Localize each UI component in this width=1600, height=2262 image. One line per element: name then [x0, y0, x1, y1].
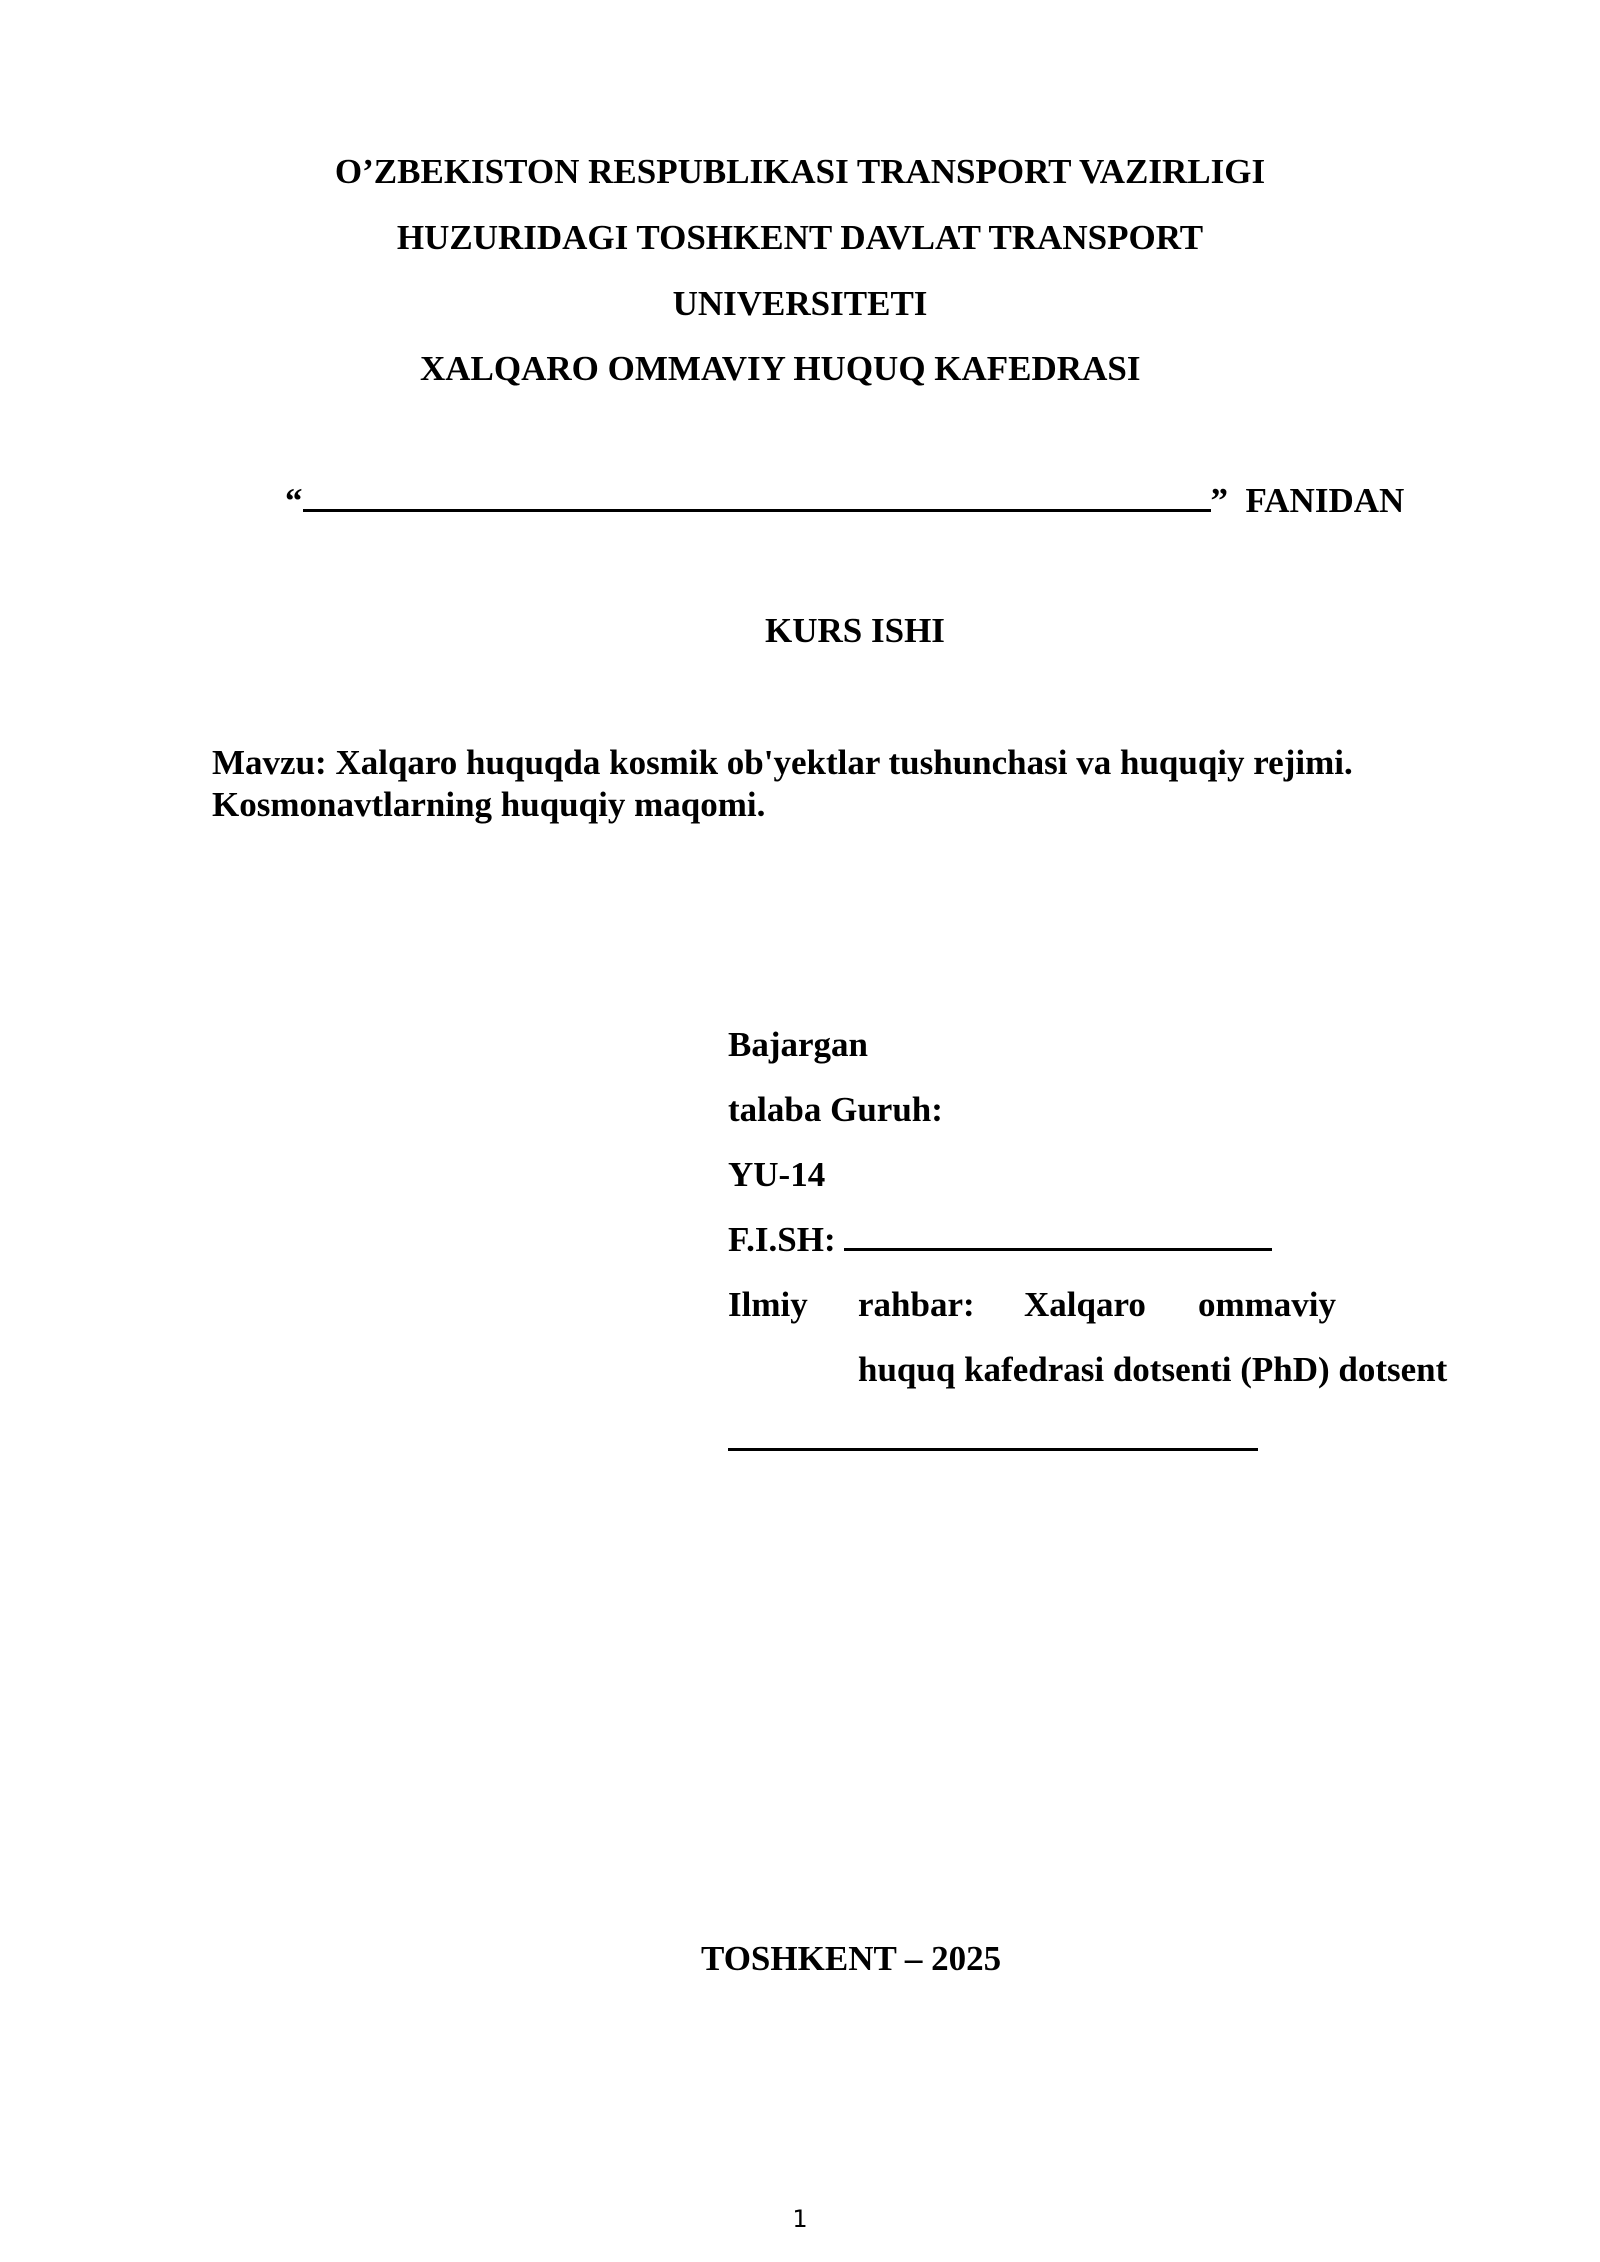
ministry-title: O’ZBEKISTON RESPUBLIKASI TRANSPORT VAZIRLIGI: [334, 152, 1266, 191]
supervisor-word-ommaviy: ommaviy: [1198, 1285, 1337, 1324]
completed-label: Bajargan: [728, 1025, 868, 1064]
subject-line: [285, 481, 1404, 521]
page-number: 1: [792, 2205, 808, 2233]
subject-open-quote: “: [285, 481, 303, 520]
supervisor-word-xalqaro: Xalqaro: [1024, 1285, 1146, 1324]
supervisor-line2: huquq kafedrasi dotsenti (PhD) dotsent: [858, 1350, 1448, 1389]
university-title-line2: UNIVERSITETI: [672, 284, 928, 323]
student-group-label: talaba Guruh:: [728, 1090, 943, 1129]
subject-blank-line: [303, 485, 1211, 512]
subject-suffix: FANIDAN: [1245, 481, 1405, 520]
supervisor-word-rahbar: rahbar:: [858, 1285, 975, 1324]
topic-line2: Kosmonavtlarning huquqiy maqomi.: [212, 785, 766, 824]
supervisor-blank-line: [728, 1448, 1258, 1451]
fish-blank-line: [844, 1224, 1272, 1251]
topic-line1: Mavzu: Xalqaro huquqda kosmik ob'yektlar tushunchasi va huquqiy rejimi.: [212, 743, 1353, 782]
work-type: KURS ISHI: [765, 611, 945, 650]
supervisor-word-ilmiy: Ilmiy: [728, 1285, 808, 1324]
subject-close-quote: ”: [1210, 481, 1228, 520]
university-title-line1: HUZURIDAGI TOSHKENT DAVLAT TRANSPORT: [396, 218, 1204, 257]
group-value: YU-14: [728, 1155, 826, 1194]
fish-label: F.I.SH:: [728, 1220, 836, 1259]
city-year: TOSHKENT – 2025: [701, 1939, 1002, 1978]
fish-line: [728, 1220, 1272, 1260]
department-title: XALQARO OMMAVIY HUQUQ KAFEDRASI: [420, 349, 1141, 388]
